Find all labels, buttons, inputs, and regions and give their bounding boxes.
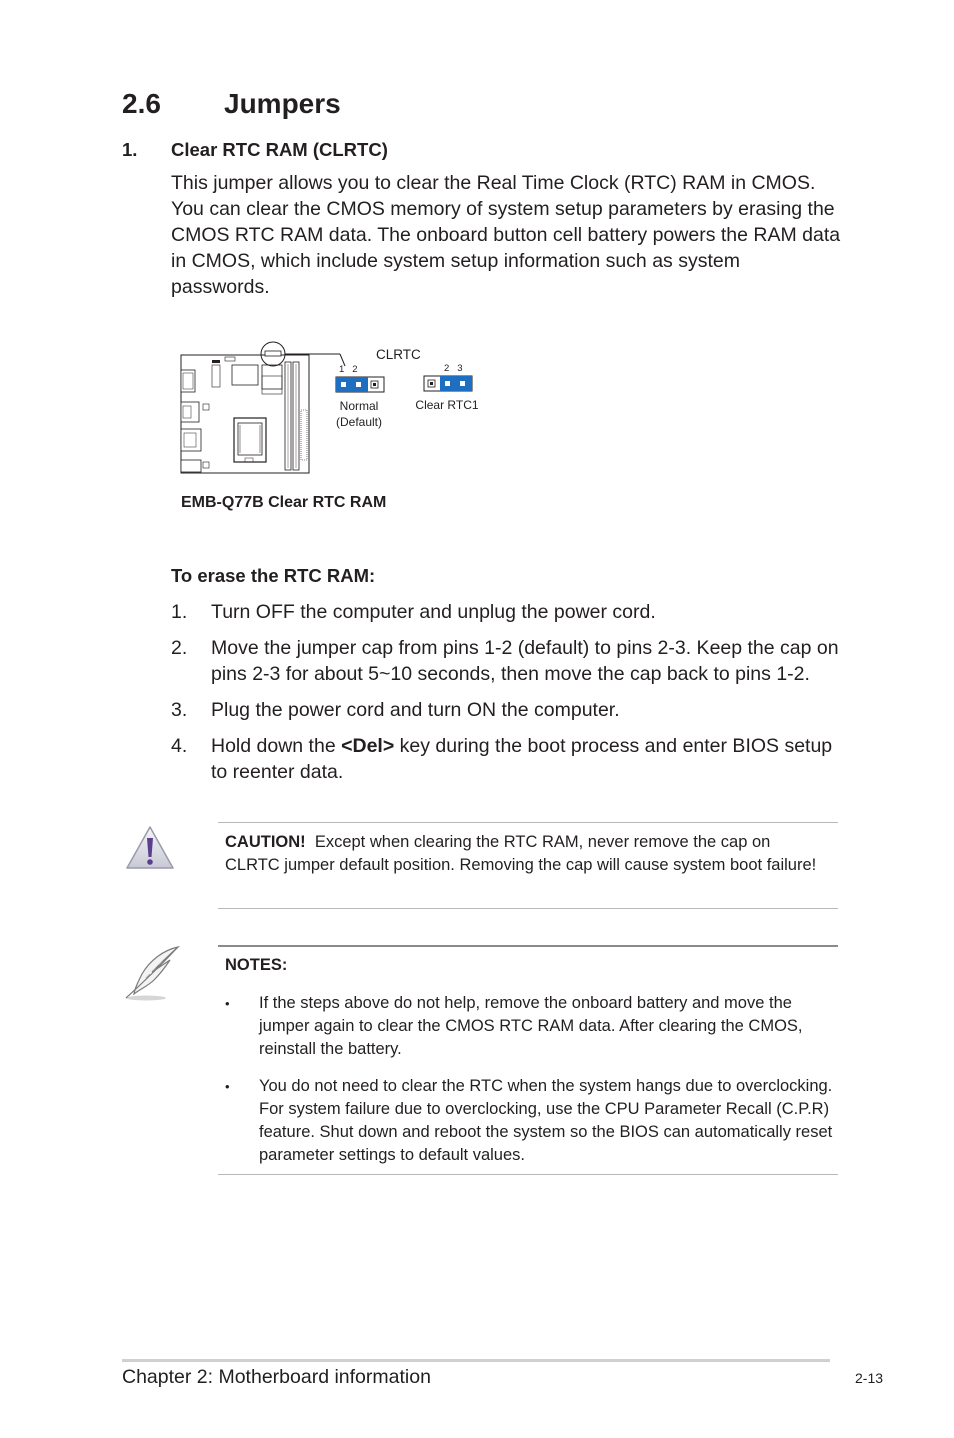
bullet-icon: • <box>225 1079 230 1094</box>
bullet-icon: • <box>225 996 230 1011</box>
caution-top-rule <box>218 822 838 823</box>
subsection-title: Clear RTC RAM (CLRTC) <box>171 139 388 160</box>
page-number: 2-13 <box>855 1370 884 1386</box>
caution-bottom-rule <box>218 908 838 909</box>
step-item <box>171 599 851 625</box>
step-item <box>171 697 851 723</box>
step-text-part: Hold down the <box>211 735 342 757</box>
clear-pin-numbers: 2 3 <box>444 363 463 374</box>
step-item <box>171 733 851 785</box>
step-text: Turn OFF the computer and unplug the power cord. <box>211 601 656 623</box>
section-title: Jumpers <box>224 88 341 119</box>
note-item <box>225 1075 835 1167</box>
note-item <box>225 992 835 1061</box>
erase-title: To erase the RTC RAM: <box>171 565 376 586</box>
subsection-number: 1. <box>122 139 138 160</box>
note-text: If the steps above do not help, remove the onboard battery and move the jumper again to clear the CMOS RTC RAM data. After clearing the CMOS, reinstall the battery. <box>259 994 803 1058</box>
step-text <box>211 733 851 785</box>
step-text: Plug the power cord and turn ON the computer. <box>211 699 620 721</box>
step-number: 1. <box>171 601 188 623</box>
clrtc-label: CLRTC <box>376 347 421 362</box>
caution-label: CAUTION! <box>225 833 306 851</box>
warning-triangle-icon <box>124 824 176 872</box>
notes-title: NOTES: <box>225 956 288 974</box>
normal-pin-numbers: 1 2 <box>339 364 358 375</box>
notes-top-rule <box>218 945 838 947</box>
normal-jumper-cap <box>336 377 368 392</box>
feather-quill-icon <box>120 944 182 1002</box>
motherboard-diagram <box>170 340 500 520</box>
step-number: 3. <box>171 699 188 721</box>
intro-paragraph: This jumper allows you to clear the Real Time Clock (RTC) RAM in CMOS. You can clear the CMOS memory of system setup parameters by erasing the CMOS RTC RAM data. The onboard button cell battery powers the RAM data in CMOS, which include system setup information such as system passwords. <box>171 172 841 298</box>
del-key: <Del> <box>341 735 395 757</box>
normal-default-label: (Default) <box>335 415 383 429</box>
footer-chapter: Chapter 2: Motherboard information <box>122 1366 431 1388</box>
clear-label: Clear RTC1 <box>415 398 479 412</box>
step-number: 2. <box>171 637 188 659</box>
step-text: Move the jumper cap from pins 1-2 (default) to pins 2-3. Keep the cap on pins 2-3 for about 5~10 seconds, then move the cap back to pins 1-2. <box>211 637 839 685</box>
step-text-part: key during the boot process and enter BIOS setup to reenter data. <box>211 735 833 783</box>
step-item <box>171 635 851 687</box>
section-heading <box>122 88 341 120</box>
subsection-heading <box>122 139 388 161</box>
step-number: 4. <box>171 735 188 757</box>
footer-rule <box>122 1359 830 1362</box>
section-number: 2.6 <box>122 88 161 119</box>
clear-jumper-cap <box>440 376 472 391</box>
caution-text <box>225 831 825 877</box>
note-text: You do not need to clear the RTC when the system hangs due to overclocking. For system failure due to overclocking, use the CPU Parameter Recall (C.P.R) feature. Shut down and reboot the system so the BIOS can automatically reset parameter settings to default values. <box>259 1077 833 1164</box>
normal-label: Normal <box>339 399 379 413</box>
notes-bottom-rule <box>218 1174 838 1175</box>
figure-caption: EMB-Q77B Clear RTC RAM <box>181 494 387 511</box>
clrtc-figure <box>170 340 500 520</box>
caution-body: Except when clearing the RTC RAM, never remove the cap on CLRTC jumper default position. Removing the cap will cause system boot failure! <box>225 833 817 874</box>
